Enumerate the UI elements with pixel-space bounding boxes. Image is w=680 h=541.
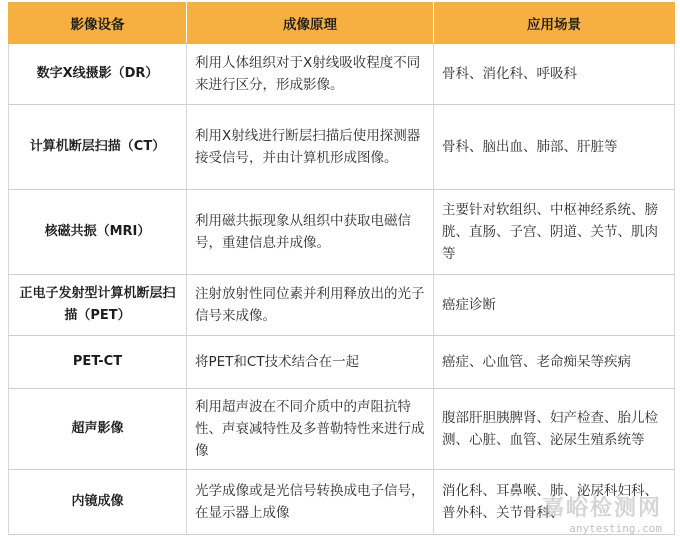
header-scenario: 应用场景 [434, 3, 675, 44]
table-row [9, 190, 675, 275]
table-row [9, 389, 675, 470]
scenario-cell: 癌症、心血管、老命痴呆等疾病 [434, 336, 675, 389]
scenario-cell: 癌症诊断 [434, 275, 675, 336]
principle-cell: 将PET和CT技术结合在一起 [187, 336, 434, 389]
principle-cell: 注射放射性同位素并利用释放出的光子信号来成像。 [187, 275, 434, 336]
principle-cell: 光学成像或是光信号转换成电子信号，在显示器上成像 [187, 470, 434, 535]
device-cell: 超声影像 [9, 389, 187, 470]
watermark-text: 嘉峪检测网 [541, 496, 662, 521]
table-row [9, 44, 675, 105]
header-device: 影像设备 [9, 3, 187, 44]
table-row [9, 336, 675, 389]
principle-cell: 利用超声波在不同介质中的声阻抗特性、声衰减特性及多普勒特性来进行成像 [187, 389, 434, 470]
scenario-cell: 骨科、脑出血、肺部、肝脏等 [434, 105, 675, 190]
principle-cell: 利用磁共振现象从组织中获取电磁信号，重建信息并成像。 [187, 190, 434, 275]
table-row [9, 105, 675, 190]
device-cell: 正电子发射型计算机断层扫描（PET） [9, 275, 187, 336]
device-cell: 数字X线摄影（DR） [9, 44, 187, 105]
scenario-cell: 消化科、耳鼻喉、肺、泌尿科妇科、普外科、关节骨科、 [434, 470, 675, 535]
table-row [9, 275, 675, 336]
principle-cell: 利用X射线进行断层扫描后使用探测器接受信号，并由计算机形成图像。 [187, 105, 434, 190]
watermark-url: anytesting.com [569, 522, 662, 535]
device-cell: 核磁共振（MRI） [9, 190, 187, 275]
device-cell: 计算机断层扫描（CT） [9, 105, 187, 190]
scenario-cell: 腹部肝胆胰脾肾、妇产检查、胎儿检测、心脏、血管、泌尿生殖系统等 [434, 389, 675, 470]
table-row [9, 470, 675, 535]
table-header-row [9, 3, 675, 44]
imaging-equipment-table [8, 2, 675, 535]
device-cell: PET-CT [9, 336, 187, 389]
device-cell: 内镜成像 [9, 470, 187, 535]
scenario-cell: 主要针对软组织、中枢神经系统、膀胱、直肠、子宫、阴道、关节、肌肉等 [434, 190, 675, 275]
scenario-cell: 骨科、消化科、呼吸科 [434, 44, 675, 105]
header-principle: 成像原理 [187, 3, 434, 44]
principle-cell: 利用人体组织对于X射线吸收程度不同来进行区分，形成影像。 [187, 44, 434, 105]
